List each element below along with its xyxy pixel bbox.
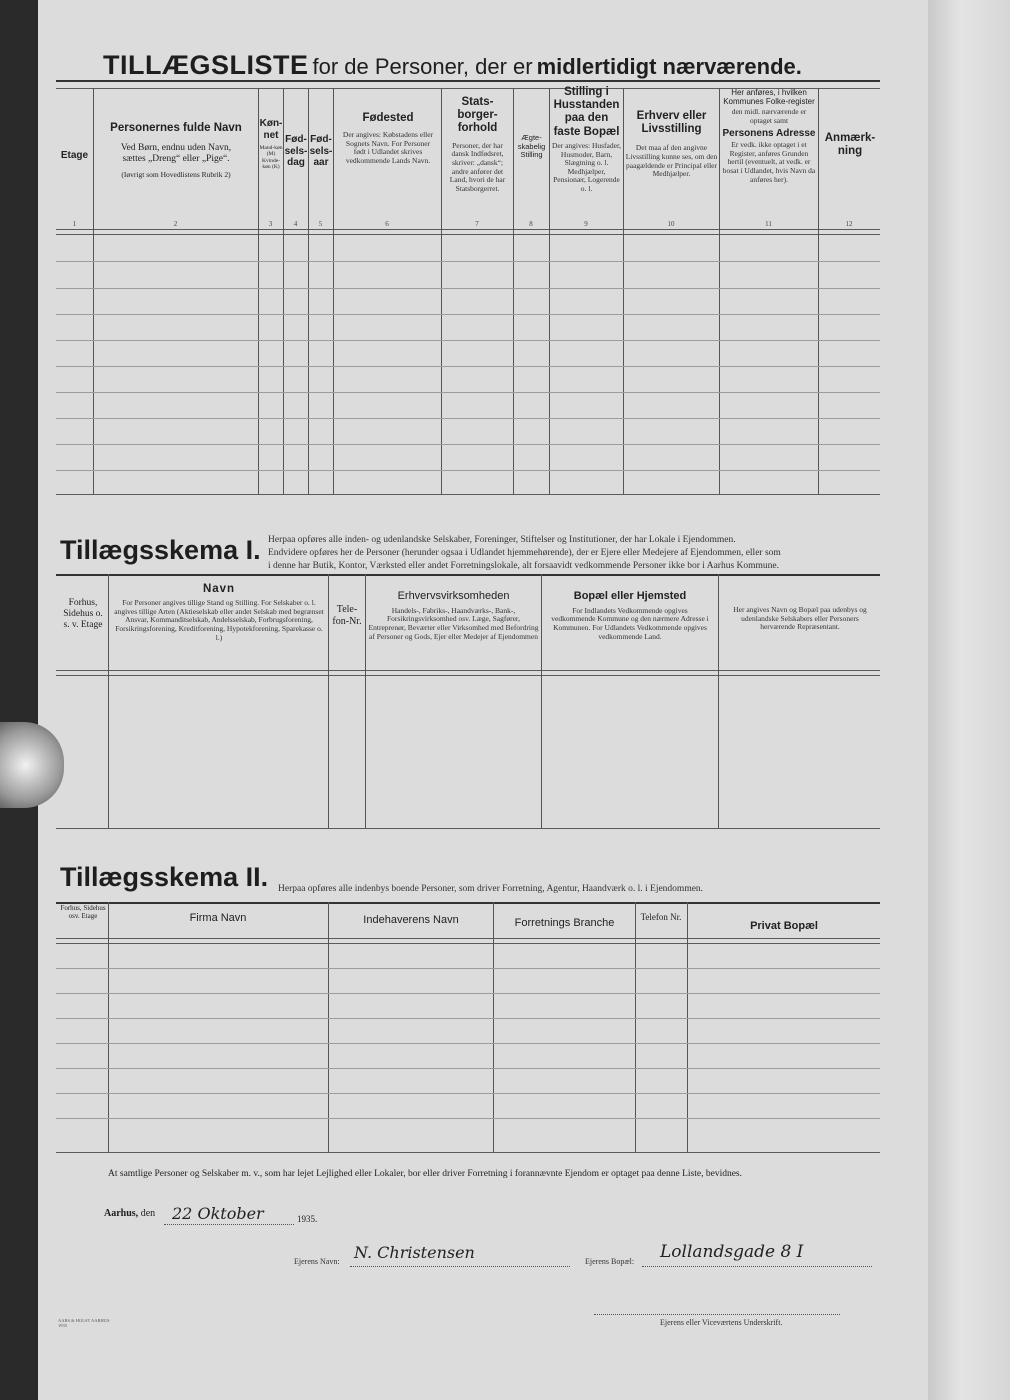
header-stilling-title: Stilling i Husstanden paa den faste Bopæl <box>553 86 620 138</box>
col-number: 3 <box>268 220 273 228</box>
col-divider <box>718 574 719 828</box>
skema1-header-navn <box>112 583 326 642</box>
col-divider <box>328 902 329 1152</box>
owner-name-rule <box>350 1266 570 1267</box>
table-row <box>56 993 880 994</box>
col-number: 8 <box>529 220 533 228</box>
owner-address-handwritten: Lollandsgade 8 I <box>660 1242 804 1262</box>
table-row <box>56 1043 880 1044</box>
table-row <box>56 1068 880 1069</box>
skema2-description: Herpaa opføres alle indenbys boende Personer, som driver Forretning, Agentur, Haandværk o. l. i Ejendommen. <box>278 884 704 894</box>
header-erhverv <box>625 110 718 179</box>
col-divider <box>635 902 636 1152</box>
col-divider <box>818 88 819 494</box>
signature-rule <box>594 1314 840 1315</box>
col-number: 9 <box>584 220 588 228</box>
header-erhverv-sub: Det maa af den angivne Livsstilling kunne ses, om den paagældende er Principal eller Medhjælper. <box>625 143 718 179</box>
owner-address-label: Ejerens Bopæl: <box>585 1257 635 1266</box>
col-number: 12 <box>845 220 853 228</box>
skema1-header-repraesentant: Her angives Navn og Bopæl paa udenbys og udenlandske Selskabers eller Personers herværende Repræsentant. <box>733 605 867 632</box>
table-row <box>56 261 880 262</box>
col-divider <box>441 88 442 494</box>
table-header-bottom <box>56 229 880 230</box>
header-fodselsdag: Fød-sels-dag <box>284 134 308 168</box>
col-divider <box>623 88 624 494</box>
printer-mark: AARS & HOLST AARHUS 1935 <box>58 1318 110 1329</box>
skema1-bottom <box>56 828 880 829</box>
header-stilling-sub: Der angives: Husfader, Husmoder, Barn, Slægtning o. l. Medhjælper, Pensionær, Logerende o. l. <box>551 140 622 193</box>
header-adresse-top: Her anføres, i hvilken Kommunes Folke-register <box>723 88 815 107</box>
skema2-header-bottom <box>56 938 880 939</box>
main-title <box>103 50 802 81</box>
skema1-header-etage: Forhus, Sidehus o. s. v. Etage <box>63 598 103 630</box>
skema1-top-border <box>56 574 880 576</box>
col-number: 7 <box>475 220 479 228</box>
header-navn-note: (Iøvrigt som Hovedlistens Rubrik 2) <box>121 170 231 180</box>
table-row <box>56 444 880 445</box>
skema2-header-privat-bopael: Privat Bopæl <box>750 920 818 932</box>
table-row <box>56 1093 880 1094</box>
table-top-border <box>56 80 880 82</box>
header-adresse-mid: den midl. nærværende er optaget samt <box>731 107 807 125</box>
page-edge <box>928 0 1010 1400</box>
header-kon-title: Køn-net <box>259 118 283 141</box>
header-statsborger <box>443 96 512 193</box>
table-bottom <box>56 494 880 495</box>
skema1-header-bopael <box>544 590 716 641</box>
header-adresse-sub: Er vedk. ikke optaget i et Register, anføres Grunden hertil (eventuelt, at vedk. er bosat i Udlandet, hvis Navn da anføres her). <box>722 140 816 184</box>
header-navn-sub: Ved Børn, endnu uden Navn, sættes „Dreng“ eller „Pige“. <box>120 143 232 165</box>
col-number: 2 <box>173 220 178 228</box>
header-fodested <box>336 112 440 166</box>
table-row <box>56 968 880 969</box>
table-row <box>56 1018 880 1019</box>
col-divider <box>687 902 688 1152</box>
skema2-header-bottom2 <box>56 943 880 944</box>
col-number: 5 <box>318 220 323 228</box>
col-number: 10 <box>667 220 675 228</box>
col-divider <box>493 902 494 1152</box>
table-row <box>56 366 880 367</box>
skema2-header-etage: Forhus, Sidehus osv. Etage <box>60 904 106 921</box>
date-handwritten: 22 Oktober <box>172 1204 264 1223</box>
skema1-bopael-sub: For Indlandets Vedkommende opgives vedkommende Kommune og den nærmere Adresse i Kommunen. For Udlandets Vedkommende opgives vedkommende Land. <box>551 605 709 641</box>
header-erhverv-title: Erhverv eller Livsstilling <box>636 110 707 136</box>
place-label: Aarhus, <box>104 1208 139 1219</box>
skema1-title: Tillægsskema I. <box>60 535 261 565</box>
table-row <box>56 1118 880 1119</box>
title-main: TILLÆGSLISTE <box>103 50 309 80</box>
date-line <box>104 1208 155 1219</box>
header-adresse <box>720 88 818 184</box>
table-row <box>56 418 880 419</box>
header-statsborger-sub: Personer, der har dansk Indfødsret, skriver: „dansk“; andre anfører det Land, hvori de har Statsborgerret. <box>449 140 506 193</box>
skema1-desc-line: i denne har Butik, Kontor, Værksted eller andet Forretningslokale, alt forsaavidt vedkommende Personer ikke bor i Aarhus Kommune. <box>268 560 780 571</box>
header-aegteskabelig: Ægte-skabelig Stilling <box>517 133 546 160</box>
year-label: 1935. <box>297 1214 318 1224</box>
header-etage: Etage <box>60 150 89 161</box>
skema1-bopael-title: Bopæl eller Hjemsted <box>573 590 687 602</box>
header-stilling <box>551 86 622 194</box>
title-for: for de Personer, der er <box>312 54 533 79</box>
col-divider <box>333 88 334 494</box>
attestation-text: At samtlige Personer og Selskaber m. v., som har lejet Lejlighed eller Lokaler, bor eller driver Forretning i forannævnte Ejendom er optaget paa denne Liste, bevidnes. <box>108 1169 742 1179</box>
skema2-top-border <box>56 902 880 904</box>
skema1-header-bottom <box>56 670 880 671</box>
col-number: 11 <box>765 220 772 228</box>
skema1-erhverv-sub: Handels-, Fabriks-, Haandværks-, Bank-, Forsikringsvirksomhed osv. Læge, Sagfører, Entreprenør, Beværter eller Virksomhed med Befordring af Personer og Gods, Ejer eller Medejer af Ejendommen <box>368 605 539 641</box>
signature-label: Ejerens eller Viceværtens Underskrift. <box>660 1318 783 1327</box>
skema1-description <box>268 534 883 572</box>
col-divider <box>108 574 109 828</box>
header-fodselsaar: Fød-sels-aar <box>309 134 333 168</box>
header-kon-sub: Mand-køn (M) Kvinde-køn (K) <box>259 145 283 170</box>
skema2-bottom <box>56 1152 880 1153</box>
header-anmaerkning: Anmærk-ning <box>824 132 876 158</box>
skema2-header-indehaver: Indehaverens Navn <box>363 914 459 926</box>
form-paper <box>38 0 928 1400</box>
table-header-bottom2 <box>56 234 880 235</box>
col-number: 4 <box>293 220 298 228</box>
col-divider <box>108 902 109 1152</box>
header-navn <box>95 122 257 180</box>
skema1-navn-sub: For Personer angives tillige Stand og Stilling. For Selskaber o. l. angives tillige Arten (Aktieselskab eller andet Selskab med begrænset Ansvar, Kommanditselskab, Andelsselskab, Forbrugsforening, Forsikringsforening, Kreditforening, Hypotekforening, Sparekasse o. l.) <box>114 598 324 642</box>
title-emph: midlertidigt nærværende. <box>536 54 802 79</box>
col-divider <box>93 88 94 494</box>
col-divider <box>328 574 329 828</box>
header-fodested-title: Fødested <box>362 112 414 124</box>
skema1-desc-line: Endvidere opføres her de Personer (herunder ogsaa i Udlandet hjemmehørende), der er Ejere eller Medejere af Ejendommen, eller som <box>268 547 781 558</box>
skema1-erhverv-title: Erhvervsvirksomheden <box>397 590 510 602</box>
skema2-header-branche: Forretnings Branche <box>514 917 615 929</box>
skema2-header-telefon: Telefon Nr. <box>640 912 682 922</box>
header-navn-title: Personernes fulde Navn <box>110 122 242 134</box>
skema1-header-bottom2 <box>56 675 880 676</box>
table-row <box>56 392 880 393</box>
table-row <box>56 314 880 315</box>
date-line-rule <box>164 1224 294 1225</box>
col-number: 1 <box>72 220 77 228</box>
table-row <box>56 470 880 471</box>
skema1-desc-line: Herpaa opføres alle inden- og udenlandske Selskaber, Foreninger, Stiftelser og Institutioner, der har Lokale i Ejendommen. <box>268 535 736 545</box>
skema1-navn-title: Navn <box>202 583 236 595</box>
header-statsborger-title: Stats-borger-forhold <box>457 96 498 135</box>
den-label: den <box>140 1208 156 1219</box>
header-kon <box>259 118 283 170</box>
col-divider <box>365 574 366 828</box>
owner-name-handwritten: N. Christensen <box>354 1243 475 1262</box>
skema1-header-erhverv <box>368 590 539 641</box>
col-divider <box>549 88 550 494</box>
table-row <box>56 340 880 341</box>
header-fodested-sub: Der angives: Købstadens eller Sognets Navn. For Personer født i Udlandet skrives vedkommende Lands Navn. <box>342 130 434 166</box>
owner-name-label: Ejerens Navn: <box>294 1257 340 1266</box>
table-row <box>56 288 880 289</box>
skema2-title: Tillægsskema II. <box>60 862 269 892</box>
skema1-header-telefon: Tele-fon-Nr. <box>332 604 362 627</box>
header-adresse-title: Personens Adresse <box>722 127 816 139</box>
skema2-header-firma: Firma Navn <box>189 912 247 924</box>
col-divider <box>541 574 542 828</box>
owner-address-rule <box>642 1266 872 1267</box>
col-number: 6 <box>385 220 389 228</box>
